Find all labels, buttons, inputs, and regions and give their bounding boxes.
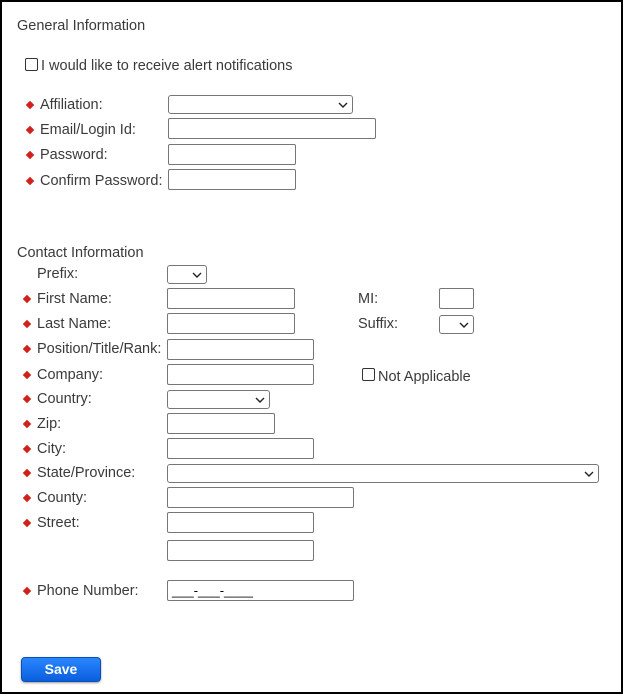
chevron-down-icon — [338, 100, 348, 110]
required-marker-icon — [23, 519, 31, 527]
required-marker-icon — [23, 494, 31, 502]
not-applicable-checkbox[interactable] — [362, 368, 375, 381]
phone-input[interactable] — [167, 580, 354, 601]
affiliation-label: Affiliation: — [40, 97, 103, 113]
state-label: State/Province: — [37, 465, 136, 481]
last-name-label: Last Name: — [37, 316, 112, 332]
general-info-heading: General Information — [17, 18, 146, 34]
last-name-input[interactable] — [167, 313, 295, 334]
required-marker-icon — [23, 345, 31, 353]
phone-mask: ___-___-____ — [172, 583, 253, 598]
required-marker-icon — [23, 445, 31, 453]
password-input[interactable] — [168, 144, 296, 165]
county-input[interactable] — [167, 487, 354, 508]
chevron-down-icon — [192, 270, 202, 280]
chevron-down-icon — [459, 320, 469, 330]
required-marker-icon — [23, 371, 31, 379]
position-input[interactable] — [167, 339, 314, 360]
county-label: County: — [37, 490, 87, 506]
required-marker-icon — [23, 469, 31, 477]
state-select[interactable] — [167, 464, 599, 483]
contact-info-heading: Contact Information — [17, 245, 144, 261]
required-marker-icon — [26, 151, 34, 159]
email-label: Email/Login Id: — [40, 122, 136, 138]
company-input[interactable] — [167, 364, 314, 385]
street-line1-input[interactable] — [167, 512, 314, 533]
first-name-label: First Name: — [37, 291, 112, 307]
chevron-down-icon — [584, 469, 594, 479]
mi-input[interactable] — [439, 288, 474, 309]
not-applicable-label: Not Applicable — [378, 369, 471, 385]
street-line2-input[interactable] — [167, 540, 314, 561]
phone-label: Phone Number: — [37, 583, 139, 599]
prefix-label: Prefix: — [37, 266, 79, 282]
city-label: City: — [37, 441, 66, 457]
position-label: Position/Title/Rank: — [37, 341, 162, 357]
zip-input[interactable] — [167, 413, 275, 434]
country-label: Country: — [37, 391, 92, 407]
company-label: Company: — [37, 367, 104, 383]
city-input[interactable] — [167, 438, 314, 459]
country-select[interactable] — [167, 390, 270, 409]
required-marker-icon — [26, 177, 34, 185]
chevron-down-icon — [255, 395, 265, 405]
suffix-label: Suffix: — [358, 316, 399, 332]
required-marker-icon — [23, 587, 31, 595]
required-marker-icon — [26, 101, 34, 109]
confirm-password-label: Confirm Password: — [40, 173, 163, 189]
email-input[interactable] — [168, 118, 376, 139]
mi-label: MI: — [358, 291, 379, 307]
suffix-select[interactable] — [439, 315, 474, 334]
required-marker-icon — [23, 295, 31, 303]
prefix-select[interactable] — [167, 265, 207, 284]
affiliation-select[interactable] — [168, 95, 353, 114]
password-label: Password: — [40, 147, 108, 163]
alert-notifications-label: I would like to receive alert notifications — [41, 58, 293, 74]
alert-notifications-checkbox[interactable] — [25, 58, 38, 71]
zip-label: Zip: — [37, 416, 62, 432]
required-marker-icon — [23, 395, 31, 403]
street-label: Street: — [37, 515, 80, 531]
confirm-password-input[interactable] — [168, 169, 296, 190]
save-button[interactable]: Save — [21, 657, 101, 682]
required-marker-icon — [23, 320, 31, 328]
first-name-input[interactable] — [167, 288, 295, 309]
required-marker-icon — [26, 126, 34, 134]
required-marker-icon — [23, 420, 31, 428]
